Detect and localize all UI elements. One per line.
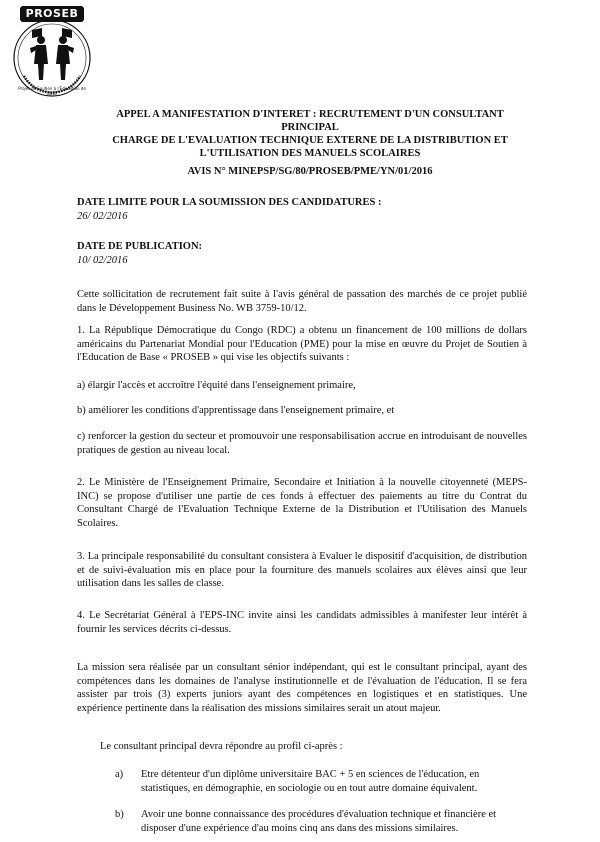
logo-name: PROSEB [25,7,79,20]
profile-text: Etre détenteur d'un diplôme universitaire BAC + 5 en sciences de l'éducation, en statistiques, en démographie, en sociologie ou en tout autre domaine équivalent. [141,769,480,794]
intro-paragraph: Cette sollicitation de recrutement fait suite à l'avis général de passation des marchés de ce projet publié dans le Développement Business No. WB 3759-10/12. [77,289,527,314]
mission-paragraph: La mission sera réalisée par un consultant sénior indépendant, qui est le consultant principal, ayant des compétences dans les domaines de l'analyse institutionnelle et de l'évaluation de l'éducation. Il se fera assister par trois (3) experts juniors ayant des compétences en logistiques et en statistiques. Une expérience pertinente dans la réalisation des missions similaires serait un atout majeur. [77,662,527,714]
publication-label: DATE DE PUBLICATION: [77,241,203,252]
title-line-1: APPEL A MANIFESTATION D'INTERET : RECRUTEMENT D'UN CONSULTANT PRINCIPAL [116,109,504,133]
paragraph-1: 1. La République Démocratique du Congo (RDC) a obtenu un financement de 100 millions de dollars américains du Partenariat Mondial pour l'Education (PME) pour la mise en œuvre du Projet de Soutien à l'Education de Base « PROSEB » qui vise les objectifs suivants : [77,325,527,363]
logo-ring-text: Projet de Soutien à l'Education de Base [18,86,86,96]
objective-a: a) élargir l'accès et accroître l'équité dans l'enseignement primaire, [77,380,356,391]
notice-reference: AVIS N° MINEPSP/SG/80/PROSEB/PME/YN/01/2016 [187,166,433,177]
paragraph-2: 2. Le Ministère de l'Enseignement Primaire, Secondaire et Initiation à la nouvelle citoyenneté (MEPS-INC) se propose d'utiliser une partie de ces fonds à effectuer des paiements au titre du Contrat du Consultant Chargé de l'Evaluation Technique Externe de la Distribution et l'Utilisation des Manuels Scolaires. [77,477,527,529]
title-line-3: L'UTILISATION DES MANUELS SCOLAIRES [199,148,421,159]
proseb-logo [8,4,96,104]
publication-value: 10/ 02/2016 [77,255,128,266]
title-line-2: CHARGE DE L'EVALUATION TECHNIQUE EXTERNE DE LA DISTRIBUTION ET [112,135,508,146]
profile-intro: Le consultant principal devra répondre au profil ci-après : [100,741,343,752]
deadline-label: DATE LIMITE POUR LA SOUMISSION DES CANDIDATURES : [77,197,382,208]
objective-b: b) améliorer les conditions d'apprentissage dans l'enseignement primaire, et [77,405,395,416]
profile-item-b [115,808,527,836]
paragraph-4: 4. Le Secrétariat Général à l'EPS-INC invite ainsi les candidats admissibles à manifester leur intérêt à fournir les services décrits ci-dessus. [77,610,527,635]
objective-c: c) renforcer la gestion du secteur et promouvoir une responsabilisation accrue en introduisant de nouvelles pratiques de gestion au niveau local. [77,431,527,456]
notice-title [100,108,520,160]
paragraph-3: 3. La principale responsabilité du consultant consistera à Evaluer le dispositif d'acquisition, de distribution et de suivi-évaluation mis en place pour la fourniture des manuels scolaires aux élèves ainsi que leur utilisation dans les salles de classe. [77,551,527,589]
profile-marker: b) [115,809,124,820]
profile-marker: a) [115,769,124,780]
deadline-value: 26/ 02/2016 [77,211,128,222]
profile-text: Avoir une bonne connaissance des procédures d'évaluation technique et financière et disposer d'une expérience d'au moins cinq ans dans des missions similaires. [141,809,497,834]
profile-item-a [115,768,527,796]
